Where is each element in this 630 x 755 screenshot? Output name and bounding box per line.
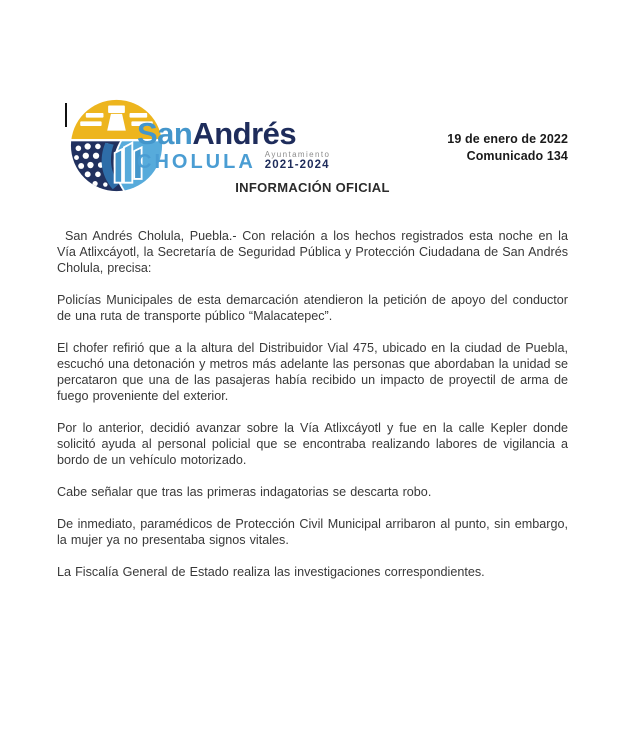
communique-number: Comunicado 134 [466,148,568,163]
paragraph-help-request: Por lo anterior, decidió avanzar sobre la Vía Atlixcáyotl y fue en la calle Kepler donde solicitó ayuda al personal policial que se encontraba realizando labores de vigilancia a bordo de un vehículo motorizado. [57,421,568,467]
paragraph-driver-account: El chofer refirió que a la altura del Distribuidor Vial 475, ubicado en la ciudad de Puebla, escuchó una detonación y metros más adelante las personas que abordaban la unidad se percataron que una de las pasajeras había recibido un impacto de proyectil de arma de fuego proveniente del exterior. [57,341,568,403]
document-title: INFORMACIÓN OFICIAL [235,180,390,195]
paragraph-dateline: San Andrés Cholula, Puebla.- Con relación a los hechos registrados esta noche en la Vía Atlixcáyotl, la Secretaría de Seguridad Pública y Protección Ciudadana de San Andrés Cholula, precisa: [57,229,568,275]
logo-brand-name [137,118,330,149]
logo-text-term: 2021-2024 [264,159,330,171]
logo-wordmark [137,118,330,172]
document-date: 19 de enero de 2022 [447,132,568,146]
paragraph-police-response: Policías Municipales de esta demarcación atendieron la petición de apoyo del conductor de una ruta de transporte público “Malacatepec”. [57,293,568,323]
paragraph-investigation: La Fiscalía General de Estado realiza las investigaciones correspondientes. [57,565,485,579]
city-logo [70,99,330,192]
document-body [57,228,568,596]
paragraph-robbery-ruled-out: Cabe señalar que tras las primeras indagatorias se descarta robo. [57,485,432,499]
logo-text-cholula: CHOLULA [137,151,256,173]
logo-text-san: San [137,116,193,151]
paragraph-paramedics: De inmediato, paramédicos de Protección Civil Municipal arribaron al punto, sin embargo, la mujer ya no presentaba signos vitales. [57,517,568,547]
date-block [447,131,568,164]
logo-text-ayuntamiento: Ayuntamiento [264,150,331,159]
logo-text-andres: Andrés [192,116,297,151]
text-cursor-artifact [65,103,67,127]
